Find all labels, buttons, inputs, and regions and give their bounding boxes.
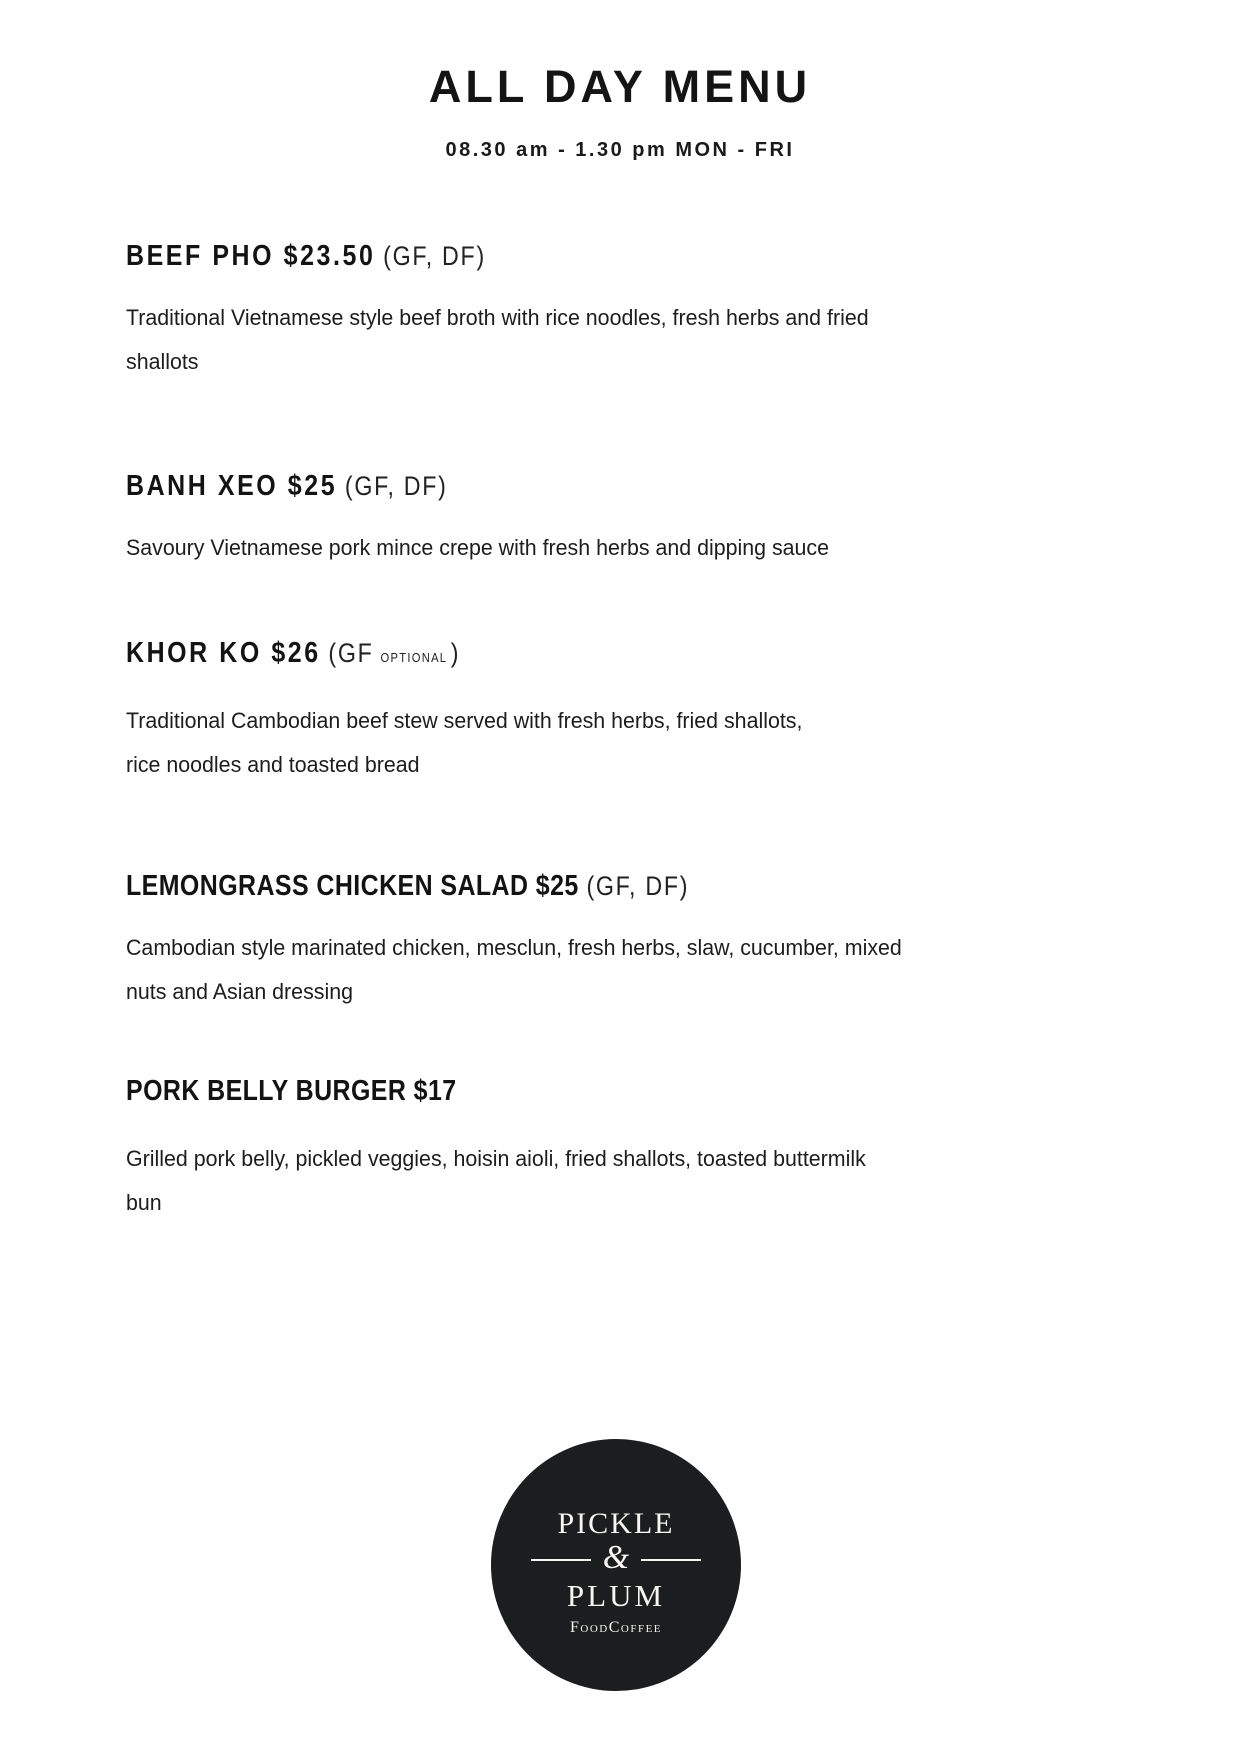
item-heading bbox=[126, 870, 1120, 907]
logo-rule-right bbox=[641, 1559, 701, 1561]
menu-item-banh-xeo bbox=[126, 470, 1120, 571]
item-description bbox=[126, 700, 1120, 788]
item-heading bbox=[126, 240, 1120, 277]
item-name: BEEF PHO $23.50 bbox=[126, 240, 376, 272]
brand-logo bbox=[491, 1439, 741, 1691]
item-description-line: Cambodian style marinated chicken, mesclun, fresh herbs, slaw, cucumber, mixed bbox=[126, 935, 902, 960]
menu-item-beef-pho bbox=[126, 240, 1120, 385]
item-heading bbox=[126, 1075, 1120, 1112]
item-dietary-tags: (GF bbox=[328, 638, 374, 668]
item-heading bbox=[126, 470, 1120, 507]
item-name: KHOR KO $26 bbox=[126, 637, 321, 669]
item-description-line: rice noodles and toasted bread bbox=[126, 752, 420, 777]
item-description-line: Traditional Cambodian beef stew served with fresh herbs, fried shallots, bbox=[126, 708, 803, 733]
menu-item-khor-ko bbox=[126, 637, 1120, 788]
menu-item-list bbox=[0, 240, 1240, 1226]
logo-tagline: FoodCoffee bbox=[569, 1618, 663, 1636]
page-title: ALL DAY MENU bbox=[428, 61, 812, 112]
item-description-line: bun bbox=[126, 1190, 162, 1215]
logo-name-top: PICKLE bbox=[557, 1506, 675, 1540]
item-description bbox=[126, 1138, 1120, 1226]
item-name: LEMONGRASS CHICKEN SALAD $25 bbox=[126, 870, 579, 902]
item-name: BANH XEO $25 bbox=[126, 470, 338, 502]
logo-rule-left bbox=[531, 1559, 591, 1561]
menu-header bbox=[0, 0, 1240, 160]
item-tag-small: OPTIONAL bbox=[380, 650, 448, 665]
item-name: PORK BELLY BURGER $17 bbox=[126, 1075, 457, 1107]
item-dietary-tags: (GF, DF) bbox=[383, 241, 486, 271]
logo-name-bottom: PLUM bbox=[566, 1577, 666, 1613]
item-description-line: Savoury Vietnamese pork mince crepe with fresh herbs and dipping sauce bbox=[126, 535, 829, 560]
item-description bbox=[126, 527, 1120, 571]
item-description-line: nuts and Asian dressing bbox=[126, 979, 353, 1004]
item-dietary-tags: (GF, DF) bbox=[344, 471, 448, 501]
logo-ampersand: & bbox=[602, 1538, 630, 1576]
item-description-line: Traditional Vietnamese style beef broth with rice noodles, fresh herbs and fried bbox=[126, 305, 869, 330]
menu-item-lemongrass-chicken-salad bbox=[126, 870, 1120, 1015]
item-description bbox=[126, 297, 1120, 385]
opening-hours: 08.30 am - 1.30 pm MON - FRI bbox=[445, 139, 795, 161]
item-dietary-tags: (GF, DF) bbox=[586, 871, 690, 901]
item-tag-close: ) bbox=[450, 638, 461, 668]
menu-item-pork-belly-burger bbox=[126, 1075, 1120, 1226]
item-heading bbox=[126, 637, 1120, 674]
item-description-line: shallots bbox=[126, 349, 199, 374]
item-description-line: Grilled pork belly, pickled veggies, hoisin aioli, fried shallots, toasted buttermilk bbox=[126, 1146, 866, 1171]
item-description bbox=[126, 927, 1120, 1015]
logo-ampersand-row bbox=[531, 1538, 701, 1577]
